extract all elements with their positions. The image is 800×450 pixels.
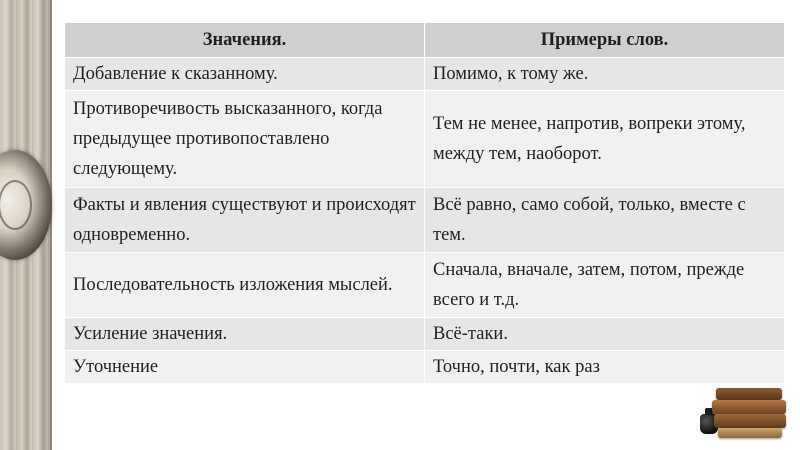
book-icon xyxy=(714,414,786,428)
header-meanings: Значения. xyxy=(65,23,425,58)
examples-cell: Помимо, к тому же. xyxy=(425,58,785,91)
header-word-examples: Примеры слов. xyxy=(425,23,785,58)
meaning-cell: Усиление значения. xyxy=(65,318,425,351)
examples-cell: Тем не менее, напротив, вопреки этому, между тем, наоборот. xyxy=(425,91,785,188)
meaning-cell: Противоречивость высказанного, когда предыдущее противопоставлено следующему. xyxy=(65,91,425,188)
table-row xyxy=(65,253,785,318)
examples-cell: Сначала, вначале, затем, потом, прежде всего и т.д. xyxy=(425,253,785,318)
book-icon xyxy=(718,428,782,438)
table-row xyxy=(65,91,785,188)
table-row xyxy=(65,188,785,253)
examples-cell: Точно, почти, как раз xyxy=(425,351,785,384)
book-icon xyxy=(716,388,782,400)
meaning-cell: Добавление к сказанному. xyxy=(65,58,425,91)
conjunction-table-container xyxy=(64,22,784,384)
pocket-watch-icon xyxy=(0,150,52,260)
table-row xyxy=(65,351,785,384)
books-inkwell-decoration xyxy=(700,380,792,442)
decorative-side-panel xyxy=(0,0,52,450)
meaning-cell: Факты и явления существуют и происходят одновременно. xyxy=(65,188,425,253)
table-header-row xyxy=(65,23,785,58)
examples-cell: Всё равно, само собой, только, вместе с тем. xyxy=(425,188,785,253)
table-row xyxy=(65,318,785,351)
meaning-cell: Уточнение xyxy=(65,351,425,384)
book-icon xyxy=(712,400,786,414)
table-row xyxy=(65,58,785,91)
meaning-cell: Последовательность изложения мыслей. xyxy=(65,253,425,318)
conjunction-meanings-table xyxy=(64,22,785,384)
examples-cell: Всё-таки. xyxy=(425,318,785,351)
